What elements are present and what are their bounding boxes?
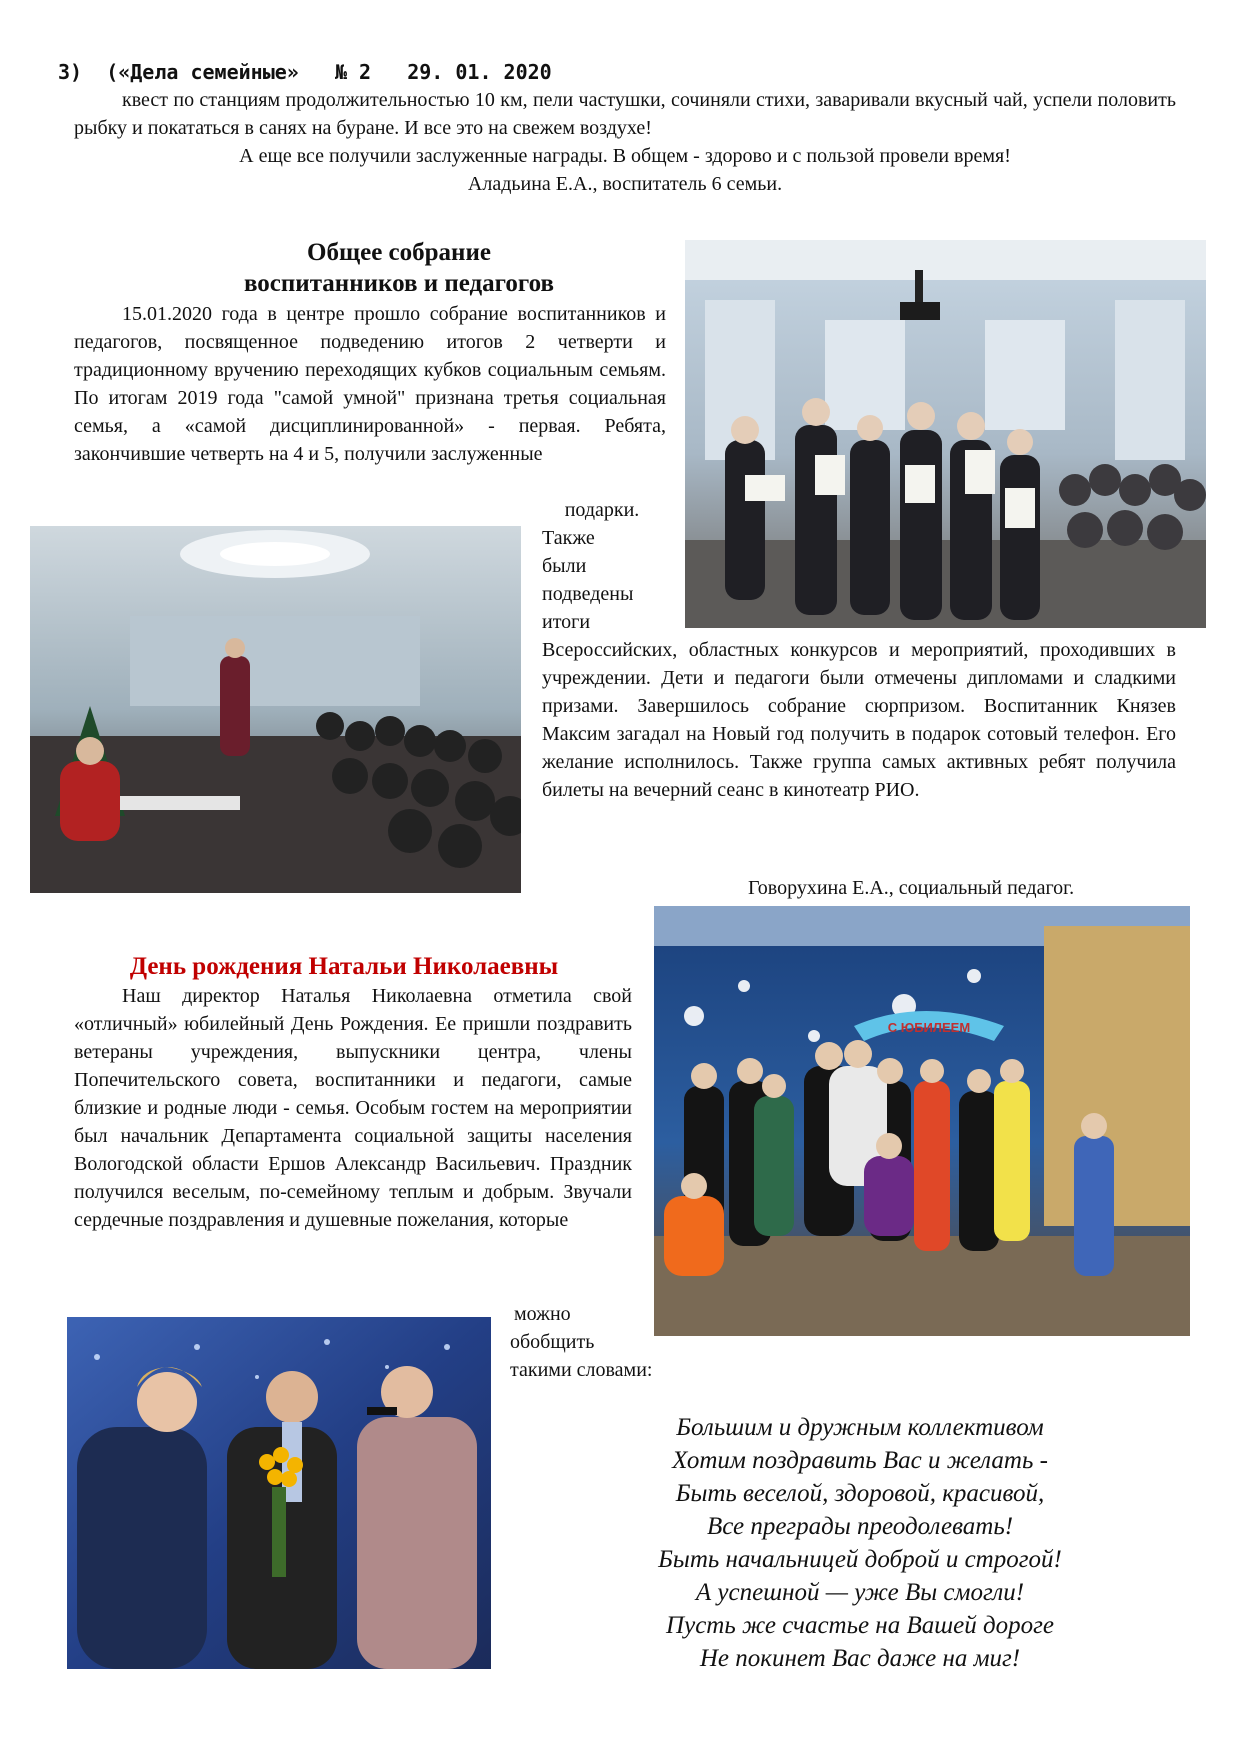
issue-date: 29. 01. 2020 (407, 60, 552, 84)
poem-line: Быть веселой, здоровой, красивой, (675, 1480, 1045, 1507)
poem-line: Все преграды преодолевать! (706, 1513, 1014, 1540)
newspaper-name: («Дела семейные» (106, 60, 299, 84)
article1-title-line2: воспитанников и педагогов (243, 270, 555, 297)
narrow-line: обобщить (510, 1331, 595, 1353)
article2-title: День рождения Натальи Николаевны (129, 953, 559, 980)
meeting-hall-photo (30, 526, 521, 893)
poem-line: Хотим поздравить Вас и желать - (672, 1447, 1048, 1474)
intro-paragraph: квест по станциям продолжительностью 10 км, пели частушки, сочиняли стихи, заваривали вкусный чай, успели половить рыбку и покататься в санях на буране. И все это на свежем воздухе! (74, 89, 1176, 139)
narrow-line: подведены (542, 583, 634, 605)
intro-conclusion: А еще все получили заслуженные награды. В общем - здорово и с пользой провели время! (239, 145, 1011, 167)
poem-line: Не покинет Вас даже на миг! (699, 1645, 1021, 1672)
article1-paragraph-1: 15.01.2020 года в центре прошло собрание воспитанников и педагогов, посвященное подведению итогов 2 четверти и традиционному вручению переходящих кубков социальным семьям. По итогам 2019 года "самой умной" признана третья социальная семья, а «самой дисциплинированной» - первая. Ребята, закончившие четверть на 4 и 5, получили заслуженные (74, 303, 666, 465)
narrow-line: Также (542, 527, 595, 549)
article1-title-line1: Общее собрание (307, 239, 491, 266)
narrow-line: можно (514, 1303, 571, 1325)
narrow-line: такими словами: (510, 1359, 653, 1381)
article1-narrow-column (542, 496, 662, 636)
narrow-line: были (542, 555, 587, 577)
page-number: 3) (58, 60, 83, 84)
intro-signature: Аладьина Е.А., воспитатель 6 семьи. (467, 173, 783, 195)
narrow-line: итоги (542, 611, 591, 633)
poem (540, 1411, 1180, 1675)
poem-line: А успешной — уже Вы смогли! (695, 1579, 1025, 1606)
issue-number: № 2 (334, 60, 372, 84)
article1-signature: Говорухина Е.А., социальный педагог. (748, 877, 1075, 899)
poem-line: Быть начальницей доброй и строгой! (658, 1546, 1062, 1573)
article2-paragraph: Наш директор Наталья Николаевна отметила свой «отличный» юбилейный День Рождения. Ее пришли поздравить ветераны учреждения, выпускники центра, члены Попечительского совета, воспитанники и педагоги, самые близкие и родные люди - семья. Особым гостем на мероприятии был начальник Департамента социальной защиты населения Вологодской области Ершов Александр Васильевич. Праздник получился веселым, по-семейному теплым и добрым. Звучали сердечные поздравления и душевные пожелания, которые (74, 985, 632, 1231)
article1-paragraph-2: Всероссийских, областных конкурсов и мероприятий, проходивших в учреждении. Дети и педагоги были отмечены дипломами и сладкими призами. Завершилось собрание сюрпризом. Воспитанник Князев Максим загадал на Новый год получить в подарок сотовый телефон. Его желание исполнилось. Также группа самых активных ребят получила билеты на вечерний сеанс в кинотеатр РИО. (542, 639, 1176, 801)
poem-line: Большим и дружным коллективом (676, 1414, 1044, 1441)
narrow-line: подарки. (564, 499, 640, 521)
award-ceremony-photo (685, 240, 1206, 628)
congratulations-photo (67, 1317, 491, 1669)
birthday-group-photo (654, 906, 1190, 1336)
page-header (58, 60, 552, 84)
poem-line: Пусть же счастье на Вашей дороге (666, 1612, 1054, 1639)
birthday-banner-text: С ЮБИЛЕЕМ (887, 1020, 971, 1035)
